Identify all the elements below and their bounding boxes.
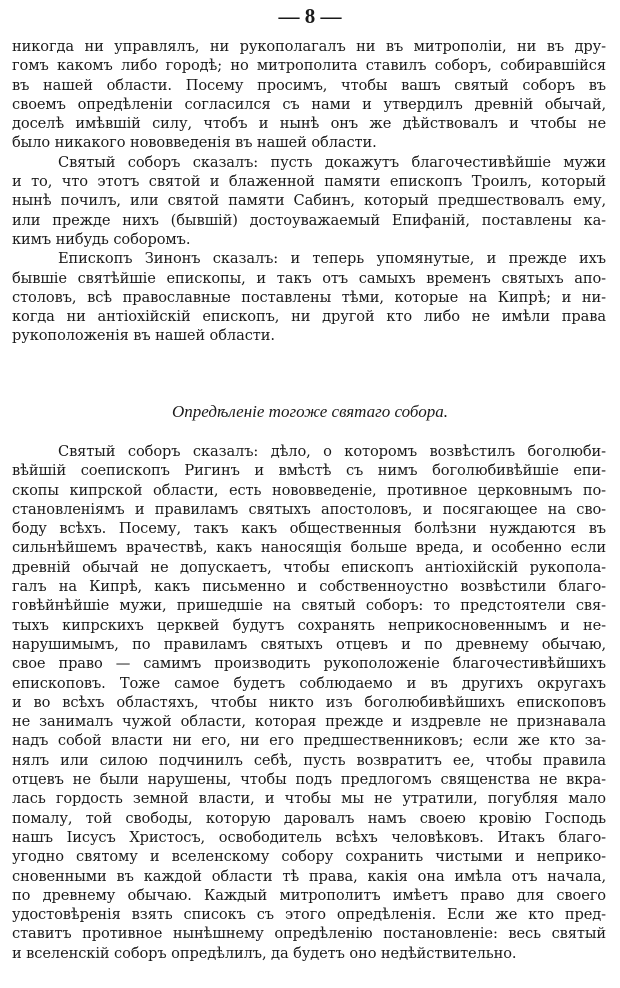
section-heading: Опредѣленіе тогоже святаго собора.: [172, 402, 448, 421]
text-line: сильнѣйшемъ врачествѣ, какъ наносящія больше вреда, и особенно если: [12, 539, 606, 557]
text-line: никогда ни управлялъ, ни рукополагалъ ни въ митрополіи, ни въ дру-: [12, 38, 606, 55]
text-line: рукоположенія въ нашей области.: [12, 327, 275, 345]
text-line: Епископъ Зинонъ сказалъ: и теперь упомянутые, и прежде ихъ: [58, 250, 606, 268]
text-line: гомъ какомъ либо городѣ; но митрополита ставилъ соборъ, собиравшійся: [12, 57, 606, 75]
text-line: сновенными въ каждой области тѣ права, какія она имѣла отъ начала,: [12, 867, 606, 885]
text-line: скопы кипрской области, есть нововведеніе, противное церковнымъ по-: [12, 481, 606, 499]
text-line: было никакого нововведенія въ нашей области.: [12, 134, 377, 152]
text-line: помалу, той свободы, которую даровалъ намъ своею кровію Господь: [12, 809, 606, 827]
text-line: говѣйнѣйшіе мужи, пришедшіе на святый соборъ: то предстоятели свя-: [12, 597, 606, 615]
text-line: по древнему обычаю. Каждый митрополитъ имѣетъ право для своего: [12, 886, 606, 904]
text-line: отцевъ не были нарушены, чтобы подъ предлогомъ священства не вкра-: [12, 771, 606, 789]
text-line: Святый соборъ сказалъ: пусть докажутъ благочестивѣйшіе мужи: [58, 153, 606, 171]
text-line: когда ни антіохійскій епископъ, ни другой кто либо не имѣли права: [12, 308, 606, 326]
text-line: угодно святому и вселенскому собору сохранить чистыми и неприко-: [12, 848, 606, 866]
text-line: древній обычай не допускаетъ, чтобы епископъ антіохійскій рукопола-: [12, 558, 606, 576]
text-line: нарушимымъ, по правиламъ святыхъ отцевъ и по древнему обычаю,: [12, 635, 606, 653]
text-line: бывшіе святѣйшіе епископы, и такъ отъ самыхъ временъ святыхъ апо-: [12, 269, 606, 287]
text-line: въ нашей области. Посему просимъ, чтобы вашъ святый соборъ въ: [12, 76, 606, 94]
text-line: и то, что этотъ святой и блаженной памяти епископъ Троилъ, который: [12, 173, 606, 191]
paragraph: [12, 37, 606, 153]
paragraph: [12, 442, 606, 963]
text-line: нялъ или силою подчинилъ себѣ, пусть возвратитъ ее, чтобы правила: [12, 751, 606, 769]
text-line: Святый соборъ сказалъ: дѣло, о которомъ возвѣстилъ боголюби-: [58, 443, 606, 460]
text-line: епископовъ. Тоже самое будетъ соблюдаемо и въ другихъ округахъ: [12, 674, 606, 692]
text-line: удостовѣренія взять списокъ съ этого опредѣленія. Если же кто пред-: [12, 906, 606, 924]
text-line: столовъ, всѣ православные поставлены тѣми, которые на Кипрѣ; и ни-: [12, 288, 606, 306]
text-line: свое право — самимъ производить рукоположеніе благочестивѣйшихъ: [12, 655, 606, 673]
text-line: нашъ Іисусъ Христосъ, освободитель всѣхъ человѣковъ. Итакъ благо-: [12, 828, 606, 846]
paragraph: [12, 249, 606, 345]
text-line: боду всѣхъ. Посему, такъ какъ общественныя болѣзни нуждаются въ: [12, 520, 606, 538]
text-line: нынѣ почилъ, или святой памяти Сабинъ, который предшествовалъ ему,: [12, 192, 606, 210]
text-line: и вселенскій соборъ опредѣлилъ, да будетъ оно недѣйствительно.: [12, 944, 517, 962]
paragraph: [12, 153, 606, 249]
text-line: ставитъ противное нынѣшнему опредѣленію постановленіе: весь святый: [12, 925, 606, 943]
text-line: кимъ нибудь соборомъ.: [12, 230, 191, 248]
text-line: своемъ опредѣленіи согласился съ нами и утвердилъ древній обычай,: [12, 95, 606, 113]
text-line: и во всѣхъ областяхъ, чтобы никто изъ боголюбивѣйшихъ епископовъ: [12, 693, 606, 711]
text-line: галъ на Кипрѣ, какъ письменно и собственноустно возвѣстили благо-: [12, 578, 606, 596]
text-line: надъ собой власти ни его, ни его предшественниковъ; если же кто за-: [12, 732, 606, 750]
text-line: становленіямъ и правиламъ святыхъ апостоловъ, и посягающее на сво-: [12, 500, 606, 518]
page-number: — 8 —: [278, 4, 342, 28]
text-block-top: [12, 37, 606, 346]
text-line: или прежде нихъ (бывшій) достоуважаемый Епифаній, поставлены ка-: [12, 211, 606, 229]
text-line: лась гордость земной власти, и чтобы мы не утратили, погубляя мало: [12, 790, 606, 808]
text-block-bottom: [12, 442, 606, 963]
text-line: вѣйшій соепископъ Ригинъ и вмѣстѣ съ нимъ боголюбивѣйшіе епи-: [12, 462, 606, 480]
text-line: доселѣ имѣвшій силу, чтобъ и нынѣ онъ же дѣйствовалъ и чтобы не: [12, 115, 606, 133]
text-line: не занималъ чужой области, которая прежде и издревле не признавала: [12, 713, 606, 731]
text-line: тыхъ кипрскихъ церквей будутъ сохранять неприкосновеннымъ и не-: [12, 616, 606, 634]
